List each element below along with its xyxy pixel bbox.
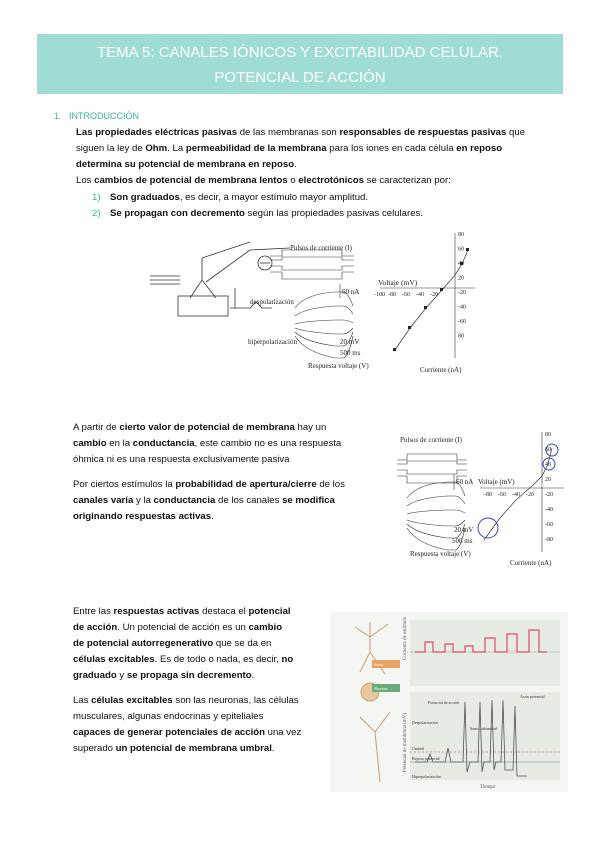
- action-potential-figure: [330, 612, 568, 792]
- para4-line-2: de acción. Un potencial de acción es un cambio: [73, 622, 283, 633]
- para4-line-3: de potencial autorregenerativo que se da en: [73, 638, 272, 649]
- list-item: 1) Son graduados, es decir, a mayor estímulo mayor amplitud.: [92, 192, 369, 203]
- figure-label: Soma: [374, 662, 384, 667]
- para4-line-4: células excitables. Es de todo o nada, es decir, no: [73, 654, 294, 665]
- para4-line-5: graduado y se propaga sin decremento.: [73, 670, 255, 681]
- intro-line-2: siguen la ley de Ohm. La permeabilidad de la membrana para los iones en cada célula en reposo: [76, 143, 503, 154]
- para2-line-3: óhmica ni es una respuesta exclusivamente pasiva: [73, 454, 290, 465]
- x-tick-label: -40: [512, 492, 520, 498]
- para3-line-1: Por ciertos estímulos la probabilidad de apertura/cierre de los: [73, 479, 345, 490]
- bottom-axis-label: Potencial de membrana (mV): [403, 712, 408, 772]
- current-axis-label: Corriente (nA): [510, 559, 552, 567]
- y-tick-label: -20: [458, 290, 466, 296]
- x-tick-label: -80: [388, 292, 396, 298]
- pulse-label: Pulsos de corriente (I): [290, 244, 353, 252]
- figure-label: Neurona: [374, 686, 388, 691]
- para5-line-2: musculares, algunas endocrinas y epiteliales: [73, 711, 264, 722]
- mv-scale-label: 20 mV: [340, 338, 360, 346]
- para5-line-4: superado un potencial de membrana umbral.: [73, 743, 275, 754]
- time-axis-label: Tiempo: [480, 785, 496, 790]
- response-label: Respuesta voltaje (V): [308, 362, 369, 370]
- y-tick-label: -40: [458, 304, 466, 311]
- x-tick-label: -80: [484, 492, 492, 498]
- figure-label: Umbral: [412, 746, 425, 751]
- y-tick-label: 20: [545, 477, 551, 483]
- section-number: 1.: [54, 111, 62, 121]
- section-title: INTRODUCCIÓN: [69, 111, 140, 121]
- figure-label: Axon potencial: [520, 694, 545, 699]
- para2-line-1: A partir de cierto valor de potencial de membrana hay un: [73, 422, 327, 433]
- y-tick-label: 60: [458, 246, 464, 253]
- current-axis-label: Corriente (nA): [420, 366, 462, 374]
- y-tick-label: -60: [458, 319, 466, 325]
- para5-line-3: capaces de generar potenciales de acción una vez: [73, 727, 302, 738]
- title-banner: [37, 34, 563, 94]
- figure-label: Sumo subumbral: [470, 726, 498, 731]
- x-tick-label: -20: [430, 292, 438, 298]
- x-tick-label: -60: [498, 492, 506, 498]
- mv-scale-label: 20 mV: [454, 526, 474, 534]
- section-heading: [54, 111, 139, 121]
- figure-label: Despolarización: [412, 720, 438, 725]
- y-tick-label: 80: [545, 432, 551, 438]
- intro-line-4: Los cambios de potencial de membrana lentos o electrotónicos se caracterizan por:: [76, 175, 451, 186]
- y-tick-label: 20: [458, 275, 464, 282]
- y-tick-label: 80: [458, 232, 464, 238]
- para4-line-1: Entre las respuestas activas destaca el potencial: [73, 606, 291, 617]
- x-tick-label: -40: [416, 292, 424, 298]
- y-tick-label: 40: [545, 462, 551, 468]
- amplitude-label: 60 nA: [342, 288, 360, 296]
- y-tick-label: 60: [545, 447, 551, 453]
- ms-scale-label: 500 ms: [452, 537, 473, 545]
- page-title-line1: TEMA 5: CANALES IÓNICOS Y EXCITABILIDAD CELULAR.: [97, 44, 503, 61]
- x-tick-label: -20: [526, 492, 534, 498]
- voltage-axis-label: Voltaje (mV): [378, 278, 418, 287]
- voltage-axis-label: Voltaje (mV): [478, 478, 515, 486]
- y-tick-label: -40: [545, 507, 553, 513]
- ms-scale-label: 500 ms: [340, 349, 361, 357]
- figure-label: Reposo potencial: [412, 756, 440, 761]
- depolarization-label: despolarización: [250, 298, 294, 306]
- y-tick-label: -80: [545, 537, 553, 543]
- y-tick-label: -20: [545, 492, 553, 498]
- active-response-figure: [392, 428, 567, 573]
- top-axis-label: Corriente de estímulo: [403, 616, 408, 660]
- iv-plot: [378, 233, 475, 374]
- y-tick-label: -60: [545, 522, 553, 528]
- current-pulses: [270, 244, 359, 298]
- passive-response-figure: [130, 228, 480, 378]
- amplitude-label: 60 nA: [456, 478, 474, 486]
- x-tick-label: -100: [374, 292, 385, 298]
- page-title-line2: POTENCIAL DE ACCIÓN: [214, 69, 386, 86]
- figure-label: Hiperpolarización: [412, 774, 441, 779]
- response-label: Respuesta voltaje (V): [410, 550, 471, 558]
- intro-line-1: Las propiedades eléctricas pasivas de las membranas son responsables de respuestas pasivas que: [76, 127, 526, 138]
- para5-line-1: Las células excitables son las neuronas, las células: [73, 695, 299, 706]
- para3-line-2: canales varía y la conductancia de los canales se modifica: [73, 495, 335, 506]
- list-item: 2) Se propagan con decremento según las propiedades pasivas celulares.: [92, 208, 424, 219]
- pulse-label: Pulsos de corriente (I): [400, 436, 463, 444]
- y-tick-label: 40: [458, 261, 464, 267]
- hyperpolarization-label: hiperpolarización: [248, 338, 297, 346]
- intro-line-3: determina su potencial de membrana en reposo.: [76, 159, 297, 170]
- figure-label: Potencial de acción: [428, 700, 460, 705]
- para2-line-2: cambio en la conductancia, este cambio no es una respuesta: [73, 438, 342, 449]
- para3-line-3: originando respuestas activas.: [73, 511, 214, 522]
- x-tick-label: -60: [402, 292, 410, 298]
- y-tick-label: 80: [458, 333, 464, 340]
